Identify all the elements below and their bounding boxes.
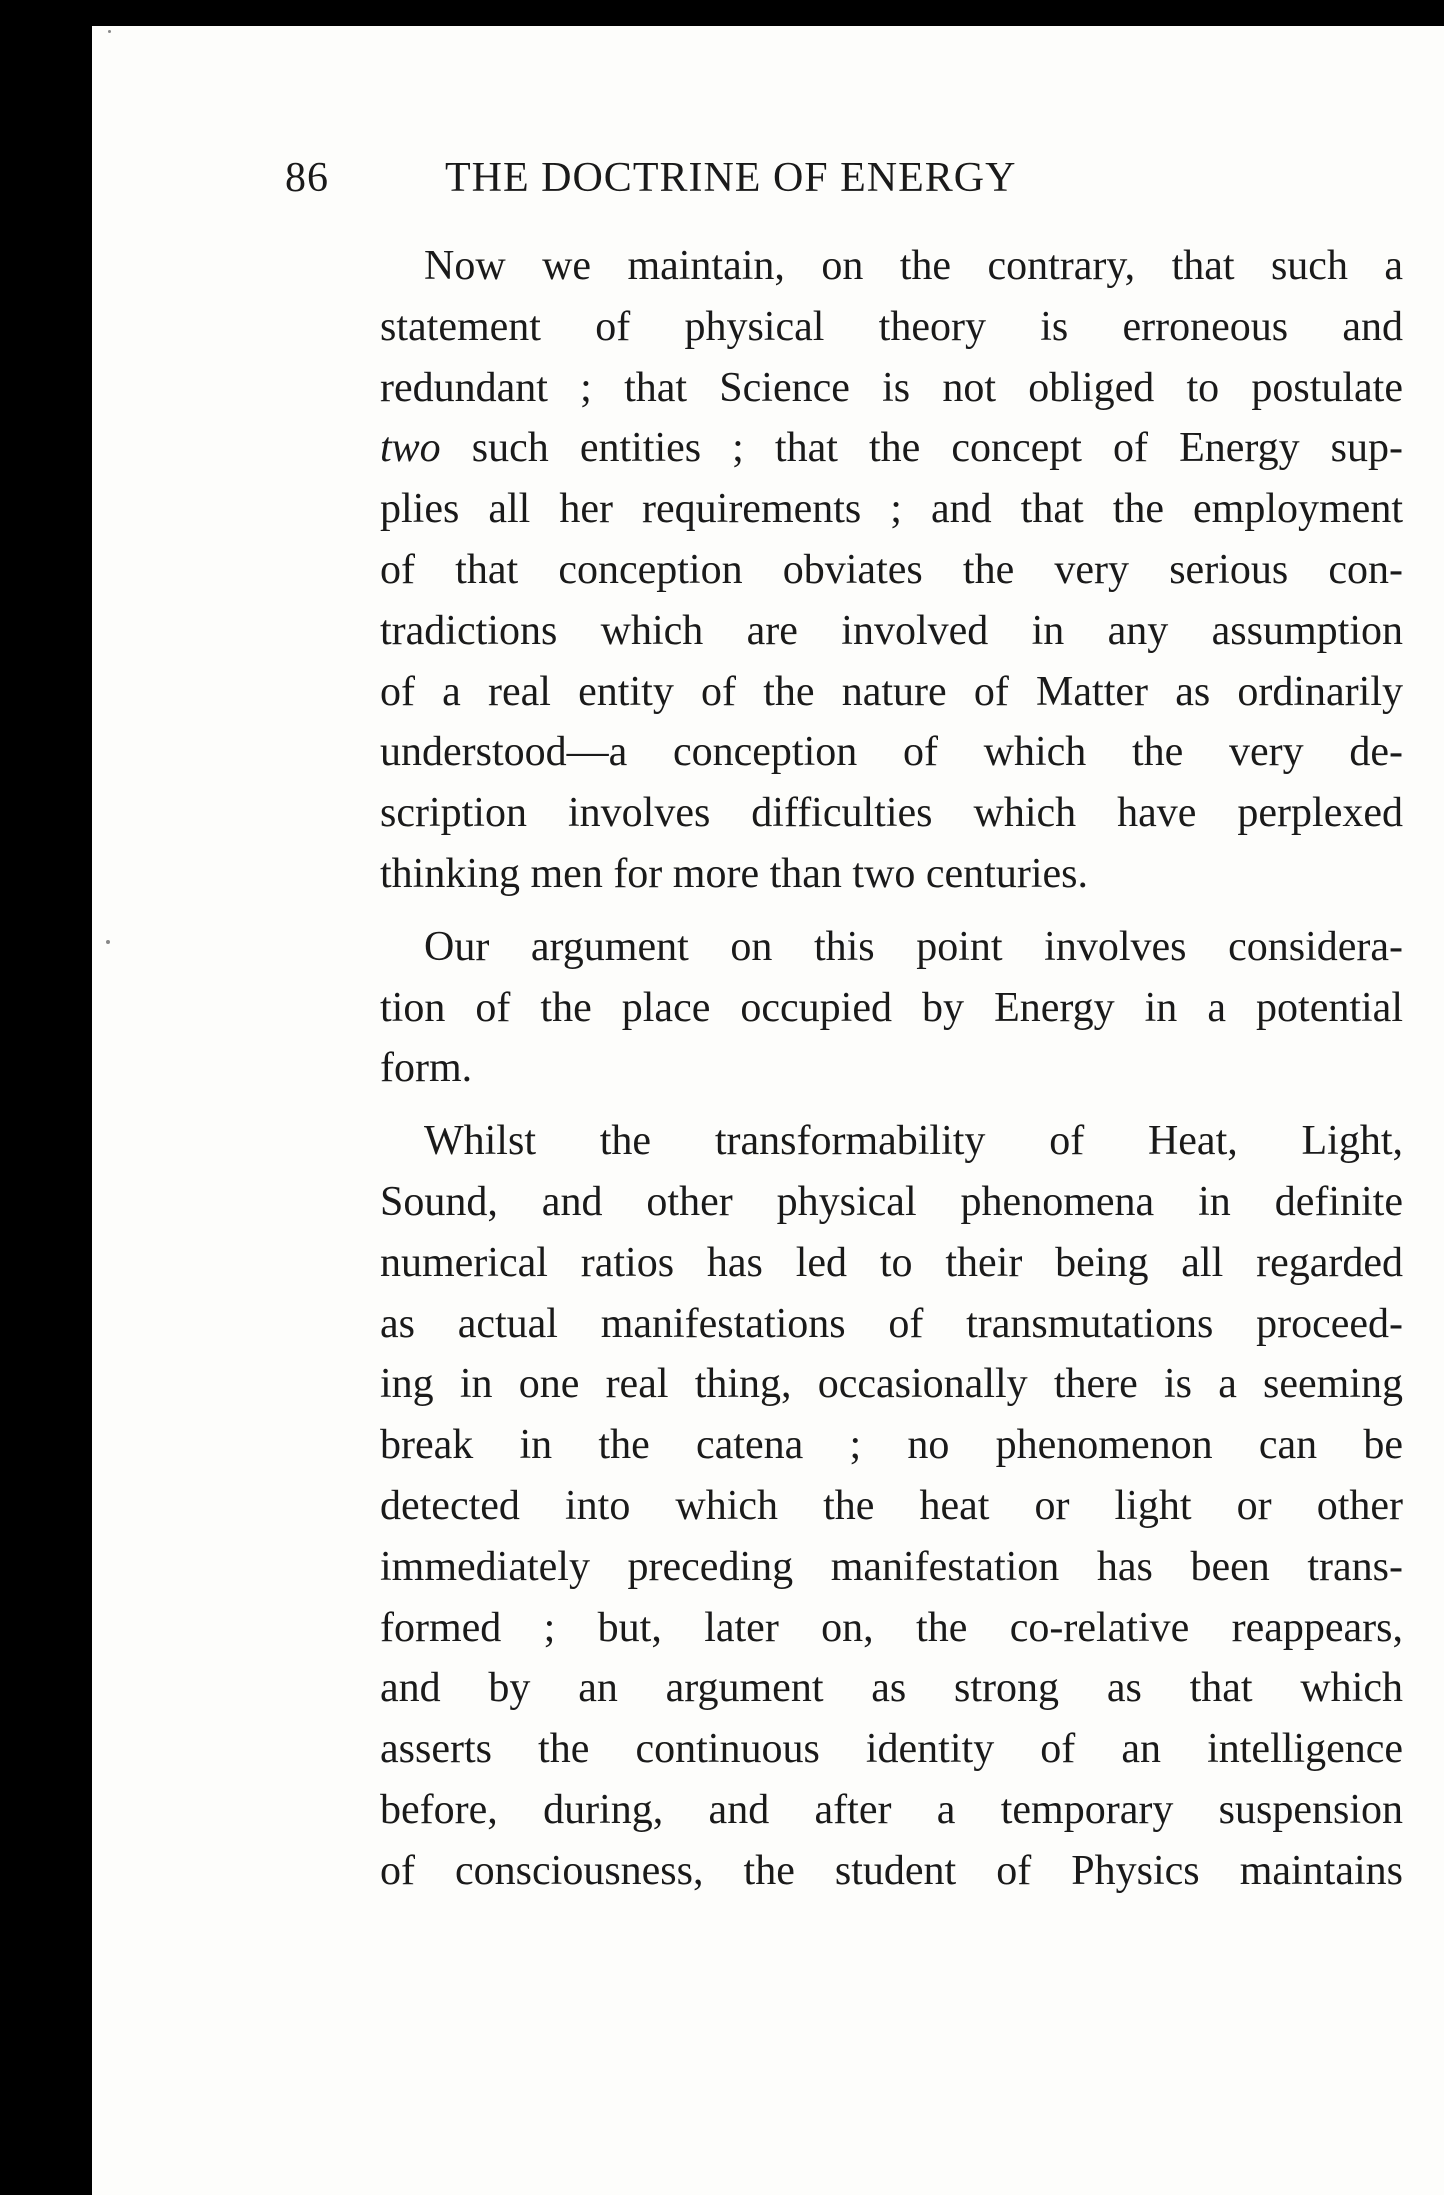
text-line: Sound, and other physical phenomena in definite: [380, 1178, 1403, 1225]
page-number: 86: [285, 155, 329, 201]
text-line: formed ; but, later on, the co-relative reappears,: [380, 1604, 1403, 1651]
text-line: detected into which the heat or light or other: [380, 1482, 1403, 1529]
text-line: before, during, and after a temporary suspension: [380, 1786, 1403, 1833]
text-line: as actual manifestations of transmutations proceed-: [380, 1300, 1403, 1347]
text-line: tradictions which are involved in any assumption: [380, 607, 1403, 654]
body-text: [380, 236, 1403, 1902]
text-line: scription involves difficulties which have perplexed: [380, 790, 1403, 837]
text-line: of consciousness, the student of Physics maintains: [380, 1847, 1403, 1894]
text-line: Our argument on this point involves considera-: [424, 923, 1403, 970]
text-line: tion of the place occupied by Energy in a potential: [380, 984, 1403, 1031]
text-line: of that conception obviates the very serious con-: [380, 546, 1403, 593]
text-line: Whilst the transformability of Heat, Light,: [424, 1118, 1403, 1165]
text-line: redundant ; that Science is not obliged to postulate: [380, 364, 1403, 411]
text-line: statement of physical theory is erroneous and: [380, 303, 1403, 350]
text-line: thinking men for more than two centuries.: [380, 850, 1088, 897]
page-header: [285, 118, 1225, 201]
text-line: and by an argument as strong as that which: [380, 1665, 1403, 1712]
text-line: numerical ratios has led to their being all regarded: [380, 1239, 1403, 1286]
scan-speck: [106, 940, 110, 944]
scan-speck: [108, 30, 111, 33]
text-line: asserts the continuous identity of an intelligence: [380, 1726, 1403, 1773]
text-line: two such entities ; that the concept of Energy sup-: [380, 425, 1403, 472]
text-line: plies all her requirements ; and that the employment: [380, 486, 1403, 533]
text-line: form.: [380, 1045, 473, 1092]
text-line: Now we maintain, on the contrary, that such a: [424, 243, 1403, 289]
text-line: immediately preceding manifestation has been trans-: [380, 1543, 1403, 1590]
text-line: ing in one real thing, occasionally there is a seeming: [380, 1361, 1403, 1408]
text-line: break in the catena ; no phenomenon can be: [380, 1422, 1403, 1469]
running-head: THE DOCTRINE OF ENERGY: [445, 155, 1017, 201]
text-line: understood—a conception of which the very de-: [380, 729, 1403, 776]
text-line: of a real entity of the nature of Matter as ordinarily: [380, 668, 1403, 715]
